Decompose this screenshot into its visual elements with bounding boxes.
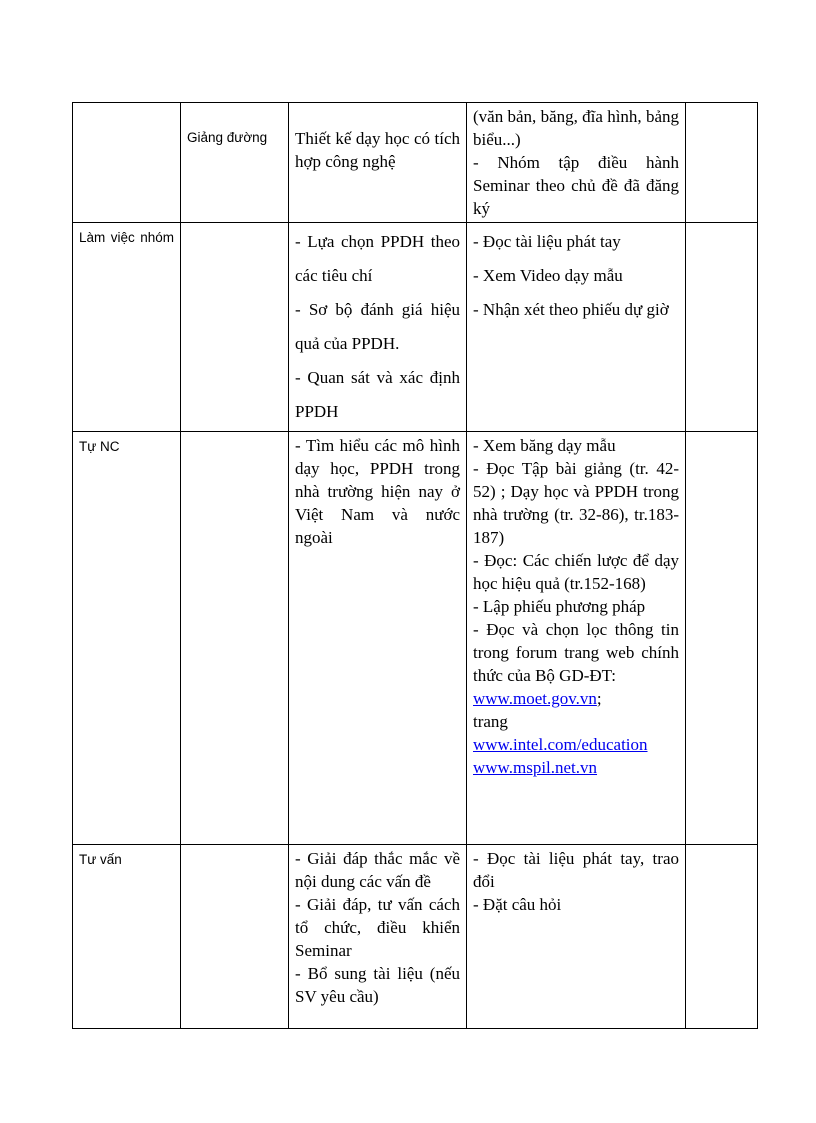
task-item: - Nhận xét theo phiếu dự giờ (473, 300, 669, 319)
task-item: (văn bản, băng, đĩa hình, bảng biểu...) (473, 107, 679, 149)
table-row (73, 432, 758, 845)
content-cell (289, 223, 467, 432)
extra-cell (686, 845, 758, 1029)
content-item: - Giải đáp, tư vấn cách tổ chức, điều khiển Seminar (295, 895, 460, 960)
content-cell (289, 432, 467, 845)
task-item: - Lập phiếu phương pháp (473, 597, 646, 616)
place-cell (181, 432, 289, 845)
student-tasks-cell (467, 223, 686, 432)
extra-cell (686, 432, 758, 845)
table-row (73, 845, 758, 1029)
intel-link[interactable]: www.intel.com/education (473, 735, 648, 754)
content-item: Thiết kế dạy học có tích hợp công nghệ (295, 129, 460, 171)
moet-link-line: www.moet.gov.vn; (473, 689, 602, 708)
task-item: - Xem băng dạy mẫu (473, 436, 616, 455)
table-row (73, 223, 758, 432)
content-cell (289, 103, 467, 223)
content-cell (289, 845, 467, 1029)
task-item: - Nhóm tập điều hành Seminar theo chủ đề đã đăng ký (473, 153, 679, 218)
content-item: - Bổ sung tài liệu (nếu SV yêu cầu) (295, 964, 460, 1006)
schedule-table (72, 102, 758, 1029)
trang-label: trang (473, 712, 508, 731)
content-item: - Tìm hiểu các mô hình dạy học, PPDH trong nhà trường hiện nay ở Việt Nam và nước ngoài (295, 436, 460, 547)
place-text: Giảng đường (187, 130, 268, 145)
content-item: - Quan sát và xác định PPDH (295, 368, 460, 421)
task-item: - Đọc tài liệu phát tay (473, 232, 621, 251)
task-item: - Đọc: Các chiến lược để dạy học hiệu quả (tr.152-168) (473, 551, 679, 593)
place-cell (181, 845, 289, 1029)
place-cell (181, 103, 289, 223)
task-item: - Đọc Tập bài giảng (tr. 42-52) ; Dạy học và PPDH trong nhà trường (tr. 32-86), tr.183-187) (473, 459, 679, 547)
place-cell (181, 223, 289, 432)
content-item: - Lựa chọn PPDH theo các tiêu chí (295, 232, 460, 285)
task-item: - Đặt câu hỏi (473, 895, 562, 914)
student-tasks-cell (467, 432, 686, 845)
activity-cell (73, 845, 181, 1029)
moet-link[interactable]: www.moet.gov.vn (473, 689, 597, 708)
activity-cell (73, 432, 181, 845)
activity-label: Tư vấn (79, 852, 122, 867)
content-item: - Giải đáp thắc mắc về nội dung các vấn đề (295, 849, 460, 891)
extra-cell (686, 103, 758, 223)
task-item: - Đọc tài liệu phát tay, trao đổi (473, 849, 679, 891)
activity-label: Tự NC (79, 439, 120, 454)
task-item: - Xem Video dạy mẫu (473, 266, 623, 285)
student-tasks-cell (467, 103, 686, 223)
activity-label: Làm việc nhóm (79, 230, 174, 245)
activity-cell (73, 223, 181, 432)
extra-cell (686, 223, 758, 432)
table-row (73, 103, 758, 223)
mspil-link[interactable]: www.mspil.net.vn (473, 758, 598, 777)
student-tasks-cell (467, 845, 686, 1029)
activity-cell (73, 103, 181, 223)
task-item: - Đọc và chọn lọc thông tin trong forum trang web chính thức của Bộ GD-ĐT: (473, 620, 679, 685)
content-item: - Sơ bộ đánh giá hiệu quả của PPDH. (295, 300, 460, 353)
